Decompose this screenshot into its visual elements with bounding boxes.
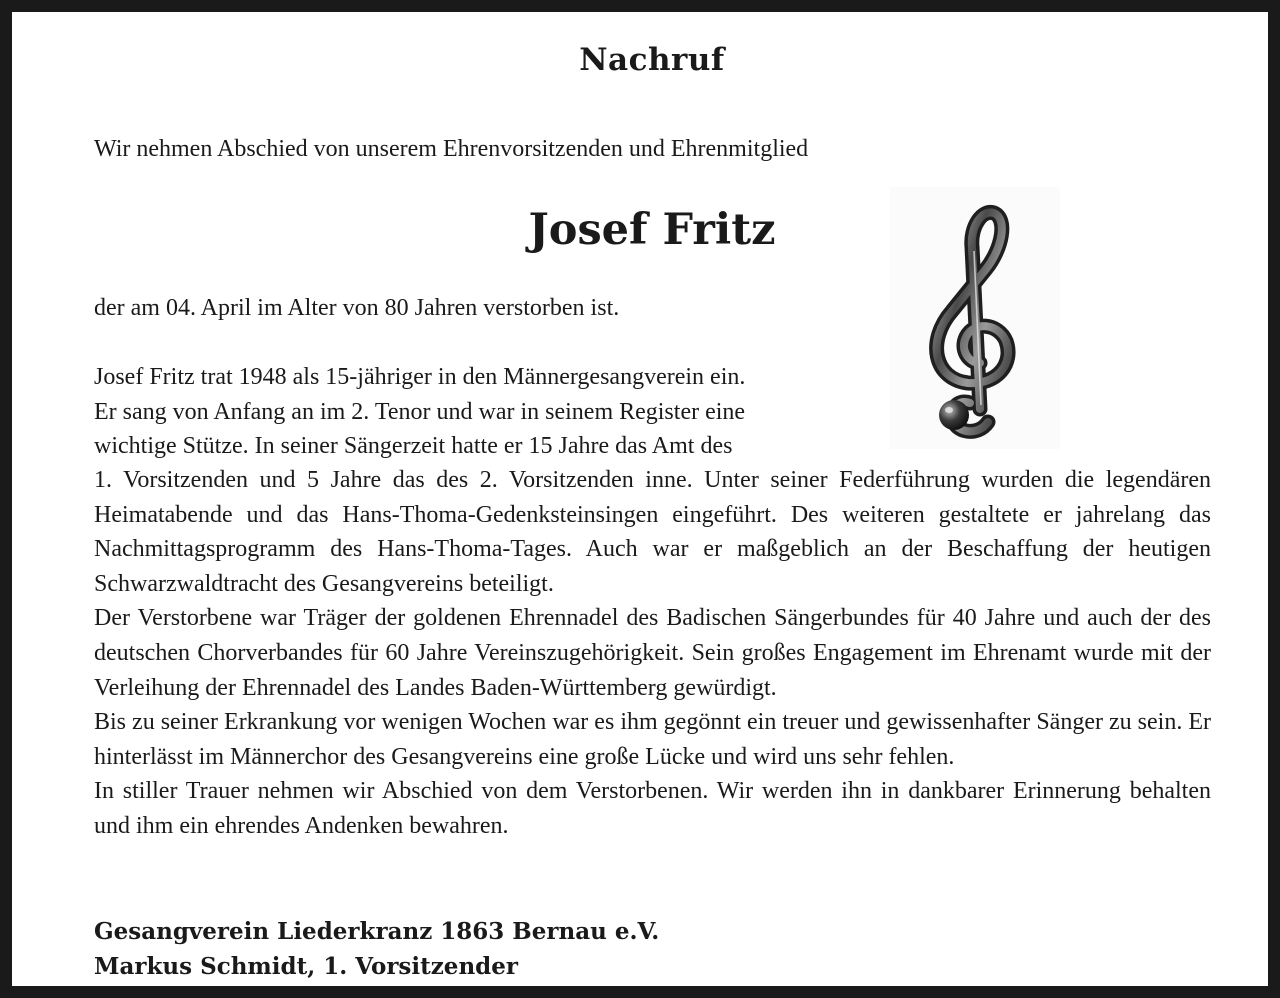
intro-line: Wir nehmen Abschied von unserem Ehrenvorsitzenden und Ehrenmitglied (94, 136, 809, 162)
signature-organization: Gesangverein Liederkranz 1863 Bernau e.V. (94, 918, 660, 945)
narrow-line: Er sang von Anfang an im 2. Tenor und war in seinem Register eine (94, 398, 746, 425)
narrow-line: Josef Fritz trat 1948 als 15-jähriger in den Männergesangverein ein. (94, 364, 746, 390)
death-line: der am 04. April im Alter von 80 Jahren verstorben ist. (94, 295, 620, 321)
body-paragraph: Der Verstorbene war Träger der goldenen Ehrennadel des Badischen Sängerbundes für 40 Jahre und auch der des deutschen Chorverbandes für 60 Jahre Vereinszugehörigkeit. Sein großes Engagement im Ehrenamt wurde mit der Verleihung der Ehrennadel des Landes Baden-Württemberg gewürdigt. (94, 605, 1211, 701)
treble-clef-icon (890, 187, 1060, 449)
signature-block (94, 914, 994, 984)
body-text (94, 463, 1211, 844)
notice-heading: Nachruf (579, 42, 725, 78)
narrow-text-block (94, 360, 854, 464)
body-paragraph: In stiller Trauer nehmen wir Abschied von dem Verstorbenen. Wir werden ihn in dankbarer Erinnerung behalten und ihm ein ehrendes Andenken bewahren. (94, 778, 1211, 839)
signature-signer: Markus Schmidt, 1. Vorsitzender (94, 953, 518, 980)
deceased-name: Josef Fritz (528, 205, 776, 255)
body-paragraph: Bis zu seiner Erkrankung vor wenigen Wochen war es ihm gegönnt ein treuer und gewissenhafter Sänger zu sein. Er hinterlässt im Männerchor des Gesangvereins eine große Lücke und wird uns sehr fehlen. (94, 709, 1211, 770)
body-paragraph: 1. Vorsitzenden und 5 Jahre das des 2. Vorsitzenden inne. Unter seiner Federführung wurden die legendären Heimatabende und das Hans-Thoma-Gedenksteinsingen eingeführt. Des weiteren gestaltete er jahrelang das Nachmittagsprogramm des Hans-Thoma-Tages. Auch war er maßgeblich an der Beschaffung der heutigen Schwarzwaldtracht des Gesangvereins beteiligt. (94, 467, 1211, 597)
narrow-line: wichtige Stütze. In seiner Sängerzeit hatte er 15 Jahre das Amt des (94, 433, 733, 459)
